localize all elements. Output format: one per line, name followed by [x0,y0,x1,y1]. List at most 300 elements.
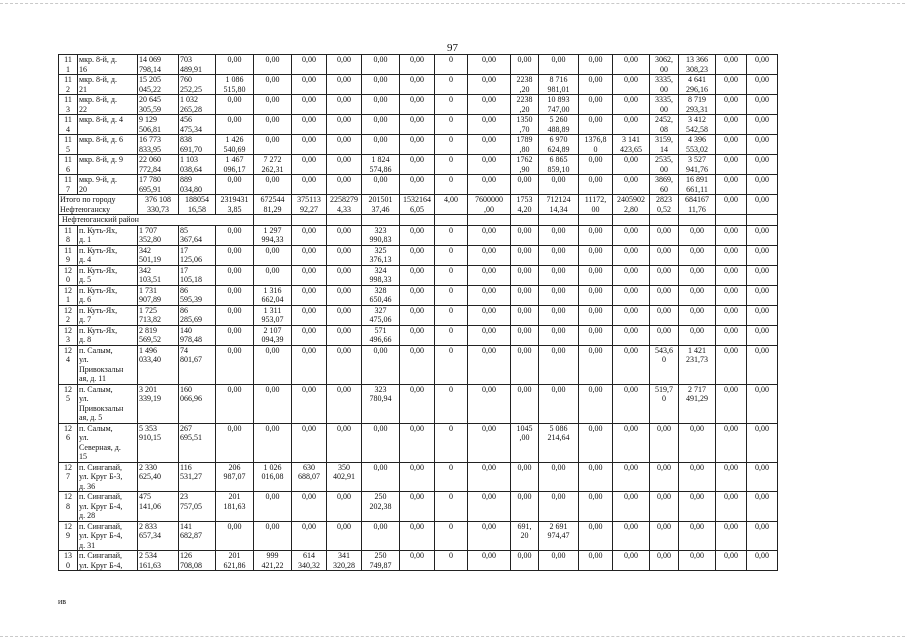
cell-line: 0 [449,135,453,144]
cell-line: 11 [64,75,72,84]
cell-line: 2 717 [688,384,706,394]
table-cell [511,55,539,75]
cell-line: 941,76 [686,164,708,174]
table-cell [400,155,435,175]
table-cell [179,551,216,571]
table-cell [716,492,747,522]
address-cell [78,462,138,492]
cell-line: 2 819 [139,325,157,335]
cell-line: 0,00 [755,325,769,335]
cell-line: 496,66 [369,335,392,344]
cell-line: 691,70 [180,144,202,154]
cell-line: 0,00 [588,155,603,164]
cell-line: 0,00 [482,325,496,335]
row-number [59,55,78,75]
cell-line: 13 [64,551,72,560]
cell-line: 515,80 [223,84,246,94]
table-cell [613,345,650,384]
cell-line: 231,73 [686,355,708,364]
cell-line: 045,22 [139,84,161,94]
cell-line: 0,00 [755,423,769,433]
address-cell [78,345,138,384]
table-cell [679,462,716,492]
table-cell [400,95,435,115]
cell-line: 350 [338,462,350,472]
table-cell [511,115,539,135]
table-cell [327,155,362,175]
row-number [59,423,78,462]
table-row [59,551,778,571]
table-cell [435,55,468,75]
cell-line: 0 [449,175,453,184]
cell-line: 0,00 [517,285,532,295]
table-cell [468,305,511,325]
cell-line: 16 891 [686,175,708,184]
cell-line: 330,73 [147,204,169,214]
table-cell [362,305,400,325]
cell-line: 0,00 [265,265,280,275]
cell-line: 595,39 [180,295,202,304]
table-cell [650,135,679,155]
cell-line: 0,00 [551,175,566,184]
table-cell [435,155,468,175]
cell-line: 0,00 [482,285,496,295]
table-cell [254,175,292,195]
table-cell [650,521,679,551]
table-cell [216,55,254,75]
cell-line: 11 [64,95,72,104]
cell-line: 14 069 [139,55,161,64]
cell-line: 0,00 [517,225,532,235]
cell-line: 12 [64,521,72,531]
table-cell [179,155,216,175]
cell-line: 0,00 [302,115,316,124]
table-cell [468,135,511,155]
cell-line: 0,00 [588,551,603,560]
cell-line: 3 527 [688,155,706,164]
cell-line: мкр. 8-й, д. 9 [79,155,123,164]
table-row [59,155,778,175]
cell-line: 3 141 [622,135,640,144]
cell-line: 0,00 [482,265,496,275]
table-cell [327,115,362,135]
cell-line: 0,00 [373,521,388,531]
table-cell [747,115,778,135]
table-cell [216,225,254,245]
table-cell [539,345,579,384]
cell-line: 12 [64,462,72,472]
cell-line: 0,00 [373,462,388,472]
table-row [59,245,778,265]
cell-line: 0,00 [755,155,769,164]
table-cell [254,95,292,115]
table-cell [435,345,468,384]
cell-line: 0,00 [410,135,424,144]
cell-line: 0,00 [337,135,351,144]
table-cell [650,305,679,325]
table-cell [511,423,539,462]
cell-line: 11 [64,225,72,235]
cell-line: 540,69 [223,144,246,154]
table-cell [216,175,254,195]
row-number [59,115,78,135]
table-cell [138,115,179,135]
table-cell [327,551,362,571]
empty-cell [716,215,747,226]
cell-line: 11,76 [688,204,706,214]
table-cell [327,55,362,75]
table-cell [400,384,435,423]
table-row [59,423,778,462]
address-cell [78,55,138,75]
table-cell [679,245,716,265]
cell-line: 0,00 [624,75,638,84]
cell-line: 0,00 [657,325,671,335]
cell-line: 0,00 [624,462,638,472]
cell-line: 16 773 [139,135,161,144]
cell-line: 324 [374,265,387,275]
cell-line: 0 [449,285,453,295]
cell-line: 0 [449,265,453,275]
cell-line: 0,00 [373,75,388,84]
empty-cell [327,215,362,226]
cell-line: 0,00 [724,95,738,104]
table-cell [579,195,613,215]
cell-line: 0,00 [588,492,603,501]
cell-line: 0,00 [302,245,316,255]
cell-line: 11 [64,155,72,164]
table-cell [138,521,179,551]
cell-line: 0,00 [482,423,496,433]
cell-line: 0,00 [755,55,769,64]
cell-line: 0,00 [227,384,242,394]
cell-line: 0 [66,275,70,284]
table-cell [435,115,468,135]
table-cell [679,345,716,384]
table-cell [579,521,613,551]
table-cell [179,285,216,305]
cell-line: 0,00 [373,345,388,355]
table-cell [292,521,327,551]
cell-line: Северная, д. [79,442,121,452]
table-cell [292,95,327,115]
cell-line: 1 297 [263,225,282,235]
cell-line: 402,91 [333,472,355,481]
cell-line: 0,00 [624,285,638,295]
cell-line: 0,00 [588,423,603,433]
table-cell [579,462,613,492]
cell-line: 0,00 [482,175,496,184]
table-cell [539,462,579,492]
cell-line: 0,00 [227,423,242,433]
table-cell [613,245,650,265]
table-cell [679,135,716,155]
table-cell [435,135,468,155]
table-cell [138,285,179,305]
cell-line: 0,00 [657,462,671,472]
table-cell [747,175,778,195]
cell-line: 1 032 [180,95,198,104]
empty-cell [292,215,327,226]
table-cell [613,265,650,285]
cell-line: 0,00 [410,521,424,531]
table-cell [747,155,778,175]
cell-line: 14,34 [549,204,568,214]
table-cell [254,492,292,522]
cell-line: 0,00 [690,305,704,315]
cell-line: 1 311 [263,305,282,315]
cell-line: 7600000 [475,195,503,204]
cell-line: 250 [374,551,387,560]
table-cell [435,245,468,265]
table-row [59,75,778,95]
table-cell [539,225,579,245]
row-number [59,325,78,345]
cell-line: 672544 [260,195,285,204]
cell-line: 342 [139,265,151,275]
cell-line: 0,00 [482,462,496,472]
table-cell [435,195,468,215]
cell-line: 0 [449,305,453,315]
table-cell [292,55,327,75]
cell-line: 8 [66,501,70,511]
table-cell [292,551,327,571]
table-cell [327,325,362,345]
cell-line: п. Куть-Ях, [79,245,118,255]
table-cell [254,521,292,551]
cell-line: 12 [64,492,72,501]
table-cell [327,521,362,551]
table-cell [539,384,579,423]
table-cell [716,225,747,245]
address-cell [78,155,138,175]
cell-line: 772,84 [139,164,161,174]
cell-line: 0,00 [755,115,769,124]
cell-line: 3,85 [227,204,242,214]
cell-line: 2535, [655,155,673,164]
table-cell [179,115,216,135]
empty-cell [613,215,650,226]
table-cell [613,195,650,215]
cell-line: Привокзальн [79,403,124,413]
table-cell [292,265,327,285]
cell-line: 0,00 [265,115,280,124]
cell-line: мкр. 8-й, д. [79,75,117,84]
cell-line: 0,00 [755,285,769,295]
cell-line: 0,00 [551,265,566,275]
cell-line: 910,15 [139,433,161,442]
cell-line: 86 [180,305,188,315]
cell-line: 1 086 [225,75,244,84]
row-number [59,521,78,551]
table-cell [716,521,747,551]
cell-line: 0,00 [265,245,280,255]
table-cell [511,305,539,325]
cell-line: 125,06 [180,255,202,264]
cell-line: 0 [449,75,453,84]
table-cell [254,551,292,571]
cell-line: 657,34 [139,531,161,540]
table-cell [579,305,613,325]
cell-line: 0,00 [551,285,566,295]
cell-line: 0,00 [227,345,242,355]
cell-line: 188054 [185,195,209,204]
table-cell [468,245,511,265]
cell-line: 0,00 [373,115,388,124]
table-cell [539,155,579,175]
cell-line: 22 [79,104,87,114]
cell-line: 034,80 [180,184,202,194]
cell-line: 0,00 [624,305,638,315]
cell-line: 833,95 [139,144,161,154]
cell-line: 0,00 [302,384,316,394]
cell-line: 0,00 [724,225,738,235]
table-cell [716,423,747,462]
table-cell [292,384,327,423]
cell-line: 11 [64,175,72,184]
table-cell [138,225,179,245]
table-cell [400,55,435,75]
table-cell [216,285,254,305]
cell-line: 250 [374,492,387,501]
cell-line: 8 [66,235,70,244]
cell-line: 0,00 [410,265,424,275]
cell-line: 0,00 [624,492,638,501]
cell-line: 2238 [516,75,533,84]
cell-line: 0,00 [755,135,769,144]
cell-line: 0,00 [755,95,769,104]
row-number [59,285,78,305]
cell-line: 13 366 [686,55,708,64]
table-cell [716,325,747,345]
cell-line: 2405902 [617,195,645,204]
cell-line: 140 [180,325,192,335]
table-cell [511,384,539,423]
table-cell [747,423,778,462]
empty-cell [362,215,400,226]
cell-line: 141,06 [139,501,161,511]
section-title: Нефтеюганский район [59,215,254,226]
cell-line: 0,00 [588,521,603,531]
cell-line: 0,00 [755,225,769,235]
footnote: ив [58,597,67,606]
cell-line: 2 833 [139,521,157,531]
cell-line: 23 [180,492,188,501]
cell-line: 630 [303,462,315,472]
cell-line: 0,00 [482,135,496,144]
row-number [59,95,78,115]
cell-line: 987,07 [223,472,246,481]
table-cell [435,265,468,285]
cell-line: 85 [180,225,188,235]
cell-line: 0,00 [690,285,704,295]
cell-line: ая, д. 5 [79,413,103,422]
table-cell [613,285,650,305]
address-cell [78,175,138,195]
cell-line: 320,28 [333,560,355,570]
cell-line: 0,00 [657,305,671,315]
cell-line: ая, д. 11 [79,374,107,383]
table-cell [400,135,435,155]
table-cell [468,115,511,135]
cell-line: 0,00 [302,521,316,531]
table-cell [216,265,254,285]
cell-line: мкр. 8-й, д. [79,55,117,64]
cell-line: 0,00 [657,265,671,275]
scan-artifact-line [0,3,905,4]
cell-line: 0,00 [373,95,388,104]
table-cell [579,285,613,305]
table-cell [327,492,362,522]
table-cell [468,325,511,345]
row-number [59,305,78,325]
cell-line: 094,39 [261,335,284,344]
table-cell [539,195,579,215]
cell-line: 801,67 [180,355,202,364]
cell-line: 206 [228,462,241,472]
cell-line: мкр. 8-й, д. 4 [79,115,123,124]
cell-line: 650,46 [369,295,392,304]
table-cell [254,384,292,423]
cell-line: 0,00 [551,384,566,394]
cell-line: д. 4 [79,255,92,264]
cell-line: ул. Круг Б-4, [79,531,123,540]
cell-line: 0,00 [624,95,638,104]
address-cell [78,285,138,305]
table-cell [138,462,179,492]
table-cell [716,115,747,135]
table-cell [716,305,747,325]
table-cell [468,225,511,245]
cell-line: 0,00 [410,423,424,433]
table-cell [292,115,327,135]
cell-line: 780,94 [369,394,392,403]
cell-line: 0,00 [482,75,496,84]
table-cell [650,175,679,195]
cell-line: 0,00 [373,175,388,184]
cell-line: 0,00 [588,55,603,64]
cell-line: 0,00 [624,423,638,433]
table-cell [362,325,400,345]
table-cell [613,55,650,75]
cell-line: п. Куть-Ях, [79,225,118,235]
table-cell [613,305,650,325]
cell-line: 12 [64,305,72,315]
table-cell [747,195,778,215]
cell-line: 096,17 [223,164,246,174]
address-cell [78,115,138,135]
table-cell [138,245,179,265]
cell-line: 543,6 [655,345,673,355]
table-cell [539,115,579,135]
cell-line: 3 412 [688,115,706,124]
cell-line: 1 [66,295,70,304]
table-cell [679,115,716,135]
table-cell [716,175,747,195]
cell-line: 0 [449,551,453,560]
cell-line: 0,00 [410,325,424,335]
table-cell [747,345,778,384]
table-cell [650,345,679,384]
table-cell [468,95,511,115]
cell-line: 0 [662,394,666,403]
cell-line: п. Салым, [79,345,113,355]
cell-line: 6 [66,433,70,442]
cell-line: 506,81 [139,124,161,134]
table-cell [511,95,539,115]
table-cell [216,135,254,155]
table-cell [362,55,400,75]
